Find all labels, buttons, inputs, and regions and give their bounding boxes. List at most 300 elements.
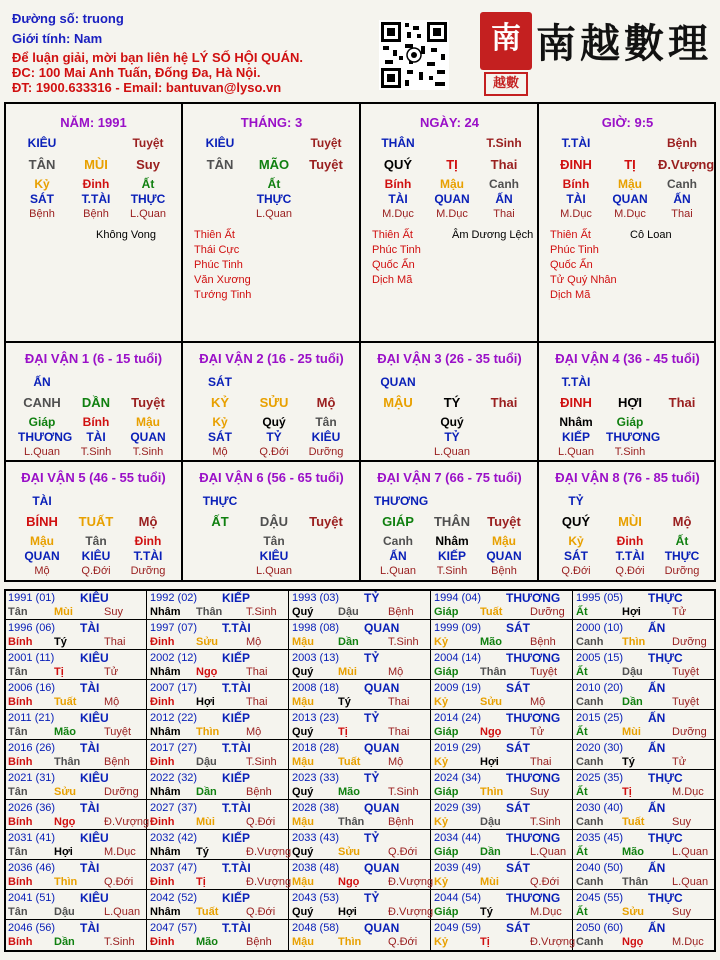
year-god: KIẾP [222,651,251,665]
pillar-hidden-stem: Mậu [618,177,642,191]
year-label: 2003 (13) [292,652,340,664]
year-stem: Giáp [434,846,459,858]
year-stem: Quý [292,606,314,618]
dai-van-hidden-stem: Nhâm [435,534,469,548]
year-stage: L.Quan [104,906,141,918]
year-label: 2047 (57) [150,922,198,934]
year-stage: L.Quan [672,846,709,858]
year-stem: Bính [8,936,33,948]
pillar-stem-branch: MÃO [258,157,290,172]
year-label: 2016 (26) [8,742,56,754]
dai-van-stem-branch: Thai [490,395,518,410]
table-row-divider [4,799,716,800]
dai-van-stem-branch: MẬU [383,395,413,410]
dai-van-god: THỰC [202,494,238,508]
pillar-star: Tướng Tinh [194,289,252,301]
year-branch: Hợi [480,756,499,768]
year-branch: Dậu [480,816,501,828]
dai-van-hidden-stem: Nhâm [559,415,593,429]
dai-van-hidden-god: QUAN [24,549,60,563]
dai-van-stage: T.Sinh [614,446,646,458]
table-col-divider [572,589,573,952]
dai-van-hidden-stem: Quý [262,415,286,429]
year-label: 1998 (08) [292,622,340,634]
table-row-divider [4,919,716,920]
year-branch: Thân [480,666,507,678]
year-stage: T.Sinh [104,936,135,948]
year-stage: Q.Đới [388,846,418,858]
year-god: KIẾP [222,771,251,785]
year-stem: Canh [576,696,604,708]
year-god: TÀI [80,681,100,695]
year-branch: Mão [622,846,644,858]
dai-van-god: TÀI [32,494,52,508]
year-branch: Hợi [196,696,215,708]
year-stem: Mậu [292,696,314,708]
pillar-hidden-god: THỰC [130,192,166,206]
year-label: 2036 (46) [8,862,56,874]
year-stage: Tử [672,756,687,768]
year-god: SÁT [506,621,530,635]
year-label: 2013 (23) [292,712,340,724]
dai-van-hidden-god: THƯƠNG [606,430,661,444]
year-stage: Bệnh [388,816,414,828]
year-branch: Tý [622,756,635,768]
year-stem: Ất [576,906,588,918]
year-branch: Hợi [622,606,641,618]
table-row-divider [4,829,716,830]
year-branch: Ngọ [622,936,644,948]
year-god: T.TÀI [222,621,251,635]
pillar-stem-branch: Đ.Vượng [658,157,715,172]
year-god: TỶ [364,771,380,785]
year-god: THỰC [648,891,683,905]
year-branch: Ngọ [338,876,360,888]
year-label: 2038 (48) [292,862,340,874]
year-stage: Thai [246,696,268,708]
year-branch: Mùi [196,816,215,828]
year-label: 2025 (35) [576,772,624,784]
year-god: TỶ [364,891,380,905]
year-stage: Dưỡng [672,726,707,738]
dai-van-hidden-stem: Đinh [134,534,162,548]
year-branch: Tuất [622,816,645,828]
year-branch: Mão [54,726,76,738]
year-stage: Suy [672,816,691,828]
year-label: 2007 (17) [150,682,198,694]
dai-van-stem-branch: DẬU [259,514,289,529]
year-stage: Mộ [530,696,546,708]
table-row-divider [4,679,716,680]
pillar-stage: Thai [671,208,693,220]
dai-van-hidden-god: KIÊU [259,549,289,563]
dai-van-god: T.TÀI [561,375,591,389]
dai-van-title: ĐẠI VẬN 3 (26 - 35 tuổi) [377,351,522,366]
year-stem: Giáp [434,906,459,918]
pillar-stem-branch: TỊ [624,157,636,172]
dai-van-hidden-stem: Kỷ [568,534,584,548]
year-stem: Kỷ [434,756,449,768]
year-stem: Mậu [292,756,314,768]
consult-note: Để luận giải, mời bạn liên hệ LÝ SỐ HỘI QUÁN. [12,50,303,65]
pillar-hidden-god: TÀI [566,192,586,206]
dai-van-stem-branch: Mộ [316,395,336,410]
dai-van-stem-branch: TÝ [443,395,461,410]
year-stem: Bính [8,696,33,708]
dai-van-stem-branch: GIÁP [382,514,414,529]
year-god: KIẾP [222,831,251,845]
year-label: 2020 (30) [576,742,624,754]
dai-van-stem-branch: ẤT [211,514,229,529]
dai-van-stem-branch: Thai [668,395,696,410]
year-branch: Dậu [196,756,217,768]
year-stage: L.Quan [672,876,709,888]
year-branch: Hợi [338,906,357,918]
year-branch: Mão [196,936,218,948]
year-branch: Sửu [196,636,219,648]
dai-van-stem-branch: Tuyệt [309,514,343,529]
year-branch: Tý [54,636,67,648]
year-branch: Ngọ [480,726,502,738]
year-branch: Tuất [480,606,503,618]
year-label: 2018 (28) [292,742,340,754]
pillar-star: Quốc Ấn [550,259,593,271]
pillar-stem-branch: QUÝ [383,157,413,172]
year-stem: Mậu [292,816,314,828]
year-stem: Tân [8,726,28,738]
dai-van-title: ĐẠI VẬN 7 (66 - 75 tuổi) [377,470,522,485]
year-stage: Q.Đới [246,816,276,828]
year-label: 2021 (31) [8,772,56,784]
year-stem: Ất [576,786,588,798]
table-row-divider [4,739,716,740]
qr-code-icon [379,20,449,90]
year-stage: Mộ [388,756,404,768]
year-stem: Giáp [434,666,459,678]
year-god: THƯƠNG [506,771,561,785]
dai-van-hidden-stem: Tân [85,534,107,548]
pillar-god: Bệnh [667,136,697,150]
year-branch: Sửu [622,906,645,918]
year-god: ẤN [648,621,666,635]
year-stem: Bính [8,876,33,888]
pillar-star: Thiên Ất [550,229,591,241]
year-branch: Dậu [622,666,643,678]
year-stem: Canh [576,816,604,828]
year-branch: Tý [196,846,209,858]
dai-van-hidden-god: KIẾP [561,430,590,444]
year-branch: Thân [54,756,81,768]
table-row-divider [4,769,716,770]
year-label: 2022 (32) [150,772,198,784]
dai-van-stage: Dưỡng [308,446,344,458]
year-branch: Tị [622,786,632,798]
pillar-stem-branch: TÂN [28,157,56,172]
year-stage: T.Sinh [246,756,277,768]
dai-van-hidden-stem: Ất [675,534,689,548]
pillar-god: T.Sinh [486,136,522,150]
dai-van-title: ĐẠI VẬN 8 (76 - 85 tuổi) [555,470,700,485]
year-label: 2001 (11) [8,652,55,664]
year-label: 2037 (47) [150,862,198,874]
year-label: 1992 (02) [150,592,198,604]
pillar-hidden-god: THỰC [256,192,292,206]
year-stage: Bệnh [388,606,414,618]
dai-van-hidden-stem: Quý [440,415,464,429]
year-stem: Nhâm [150,606,181,618]
table-col-divider [146,589,147,952]
year-god: KIÊU [80,831,109,845]
year-stem: Đinh [150,756,175,768]
table-row-divider [4,649,716,650]
year-god: TÀI [80,621,100,635]
year-god: SÁT [506,801,530,815]
dai-van-stem-branch: CANH [23,395,61,410]
pillar-stem-branch: Thai [490,157,518,172]
year-stem: Bính [8,636,33,648]
year-stage: Q.Đới [246,906,276,918]
pillar-hidden-god: T.TÀI [81,192,111,206]
dai-van-god: QUAN [380,375,416,389]
year-branch: Sửu [338,846,361,858]
dai-van-stage: Dưỡng [130,565,166,577]
year-label: 2012 (22) [150,712,198,724]
year-label: 2006 (16) [8,682,56,694]
year-stem: Đinh [150,876,175,888]
dai-van-stage: Q.Đới [561,565,591,577]
year-branch: Dần [196,786,217,798]
pillar-title: THÁNG: 3 [240,115,303,130]
year-label: 2034 (44) [434,832,482,844]
dai-van-hidden-god: KIÊU [81,549,111,563]
contact: ĐT: 1900.633316 - Email: bantuvan@lyso.vn [12,80,282,95]
dai-van-stage: T.Sinh [80,446,112,458]
dai-van-hidden-stem: Tân [263,534,285,548]
year-branch: Tuất [196,906,219,918]
pillar-hidden-stem: Bính [384,177,412,191]
year-branch: Ngọ [54,816,76,828]
dai-van-hidden-god: SÁT [208,430,232,444]
year-branch: Mão [338,786,360,798]
year-stage: T.Sinh [388,636,419,648]
year-stem: Nhâm [150,666,181,678]
year-stage: T.Sinh [530,816,561,828]
year-stem: Giáp [434,786,459,798]
pillar-star: Phúc Tinh [550,244,599,256]
year-label: 2033 (43) [292,832,340,844]
pillar-star: Thái Cực [194,244,240,256]
year-stem: Kỷ [434,936,449,948]
year-branch: Tý [338,696,351,708]
year-label: 2039 (49) [434,862,482,874]
dai-van-stem-branch: QUÝ [561,514,591,529]
year-label: 1995 (05) [576,592,624,604]
year-label: 2028 (38) [292,802,340,814]
dai-van-hidden-god: KIÊU [311,430,341,444]
table-row-divider [4,889,716,890]
pillar-stage: Thai [493,208,515,220]
year-stage: T.Sinh [246,606,277,618]
pillar-stem-branch: ĐINH [560,157,592,172]
year-stem: Nhâm [150,726,181,738]
year-god: ẤN [648,861,666,875]
year-stem: Nhâm [150,906,181,918]
dai-van-hidden-stem: Đinh [616,534,644,548]
year-label: 2005 (15) [576,652,624,664]
year-branch: Mão [480,636,502,648]
year-label: 2045 (55) [576,892,624,904]
year-god: T.TÀI [222,681,251,695]
year-god: KIÊU [80,891,109,905]
year-stem: Ất [576,606,588,618]
brand-seal-sub: 越數 [484,72,528,96]
year-branch: Tý [480,906,493,918]
dai-van-title: ĐẠI VẬN 1 (6 - 15 tuổi) [24,351,163,366]
pillar-god: Tuyệt [132,136,164,150]
chart-name: Đường số: truong [12,11,124,26]
year-branch: Thìn [196,726,220,738]
year-stem: Đinh [150,636,175,648]
pillar-star: Phúc Tinh [372,244,421,256]
year-god: QUAN [364,681,400,695]
pillar-stem-branch: Suy [136,157,160,172]
year-stem: Kỷ [434,636,449,648]
pillar-hidden-god: QUAN [434,192,470,206]
year-stem: Canh [576,756,604,768]
table-row-divider [4,709,716,710]
year-stem: Quý [292,906,314,918]
year-label: 2048 (58) [292,922,340,934]
year-label: 2035 (45) [576,832,624,844]
year-stage: Thai [530,756,552,768]
pillar-stage: Bệnh [29,208,55,220]
dai-van-stem-branch: Mộ [138,514,158,529]
year-stem: Tân [8,666,28,678]
pillar-hidden-stem: Bính [562,177,590,191]
year-god: THƯƠNG [506,831,561,845]
year-stage: M.Dục [672,786,704,798]
year-stem: Giáp [434,606,459,618]
year-stage: Đ.Vượng [246,846,292,858]
dai-van-hidden-god: KIẾP [437,549,466,563]
year-label: 1997 (07) [150,622,198,634]
year-branch: Dần [480,846,501,858]
year-stage: Đ.Vượng [388,876,434,888]
pillar-stage: Bệnh [83,208,109,220]
year-god: TÀI [80,861,100,875]
pillar-stage: M.Dục [560,208,592,220]
year-god: TỶ [364,711,380,725]
year-stage: T.Sinh [388,786,419,798]
pillar-hidden-god: ẤN [673,192,691,206]
year-label: 2009 (19) [434,682,482,694]
year-god: THƯƠNG [506,891,561,905]
year-label: 2040 (50) [576,862,624,874]
year-god: T.TÀI [222,861,251,875]
year-stage: M.Dục [104,846,136,858]
year-branch: Thân [196,606,223,618]
year-god: KIÊU [80,711,109,725]
dai-van-hidden-god: TÀI [86,430,106,444]
dai-van-stage: L.Quan [433,446,471,458]
year-label: 1991 (01) [8,592,56,604]
dai-van-god: ẤN [33,375,51,389]
year-branch: Mùi [54,606,73,618]
pillar-hidden-stem: Đinh [82,177,110,191]
year-branch: Mùi [338,666,357,678]
dai-van-hidden-stem: Mậu [492,534,516,548]
dai-van-hidden-stem: Canh [383,534,413,548]
pillar-star: Thiên Ất [372,229,413,241]
year-god: QUAN [364,801,400,815]
table-col-divider [430,589,431,952]
year-stage: Mộ [246,636,262,648]
year-stage: Q.Đới [530,876,560,888]
year-god: THỰC [648,831,683,845]
year-god: KIÊU [80,651,109,665]
year-label: 2050 (60) [576,922,624,934]
table-row-divider [4,859,716,860]
dai-van-stem-branch: HỢI [617,395,643,410]
year-label: 1993 (03) [292,592,340,604]
pillar-stem-branch: MÙI [84,157,108,172]
pillar-title: NĂM: 1991 [60,115,127,130]
year-stage: Mộ [246,726,262,738]
year-branch: Dần [54,936,75,948]
year-label: 2014 (24) [434,712,482,724]
year-stage: Tuyệt [104,726,132,738]
dai-van-title: ĐẠI VẬN 2 (16 - 25 tuổi) [199,351,344,366]
year-label: 2008 (18) [292,682,340,694]
year-stage: Q.Đới [104,876,134,888]
dai-van-hidden-god: ẤN [389,549,407,563]
year-label: 2019 (29) [434,742,482,754]
pillar-god: THÂN [381,136,415,150]
year-god: SÁT [506,741,530,755]
year-label: 2023 (33) [292,772,340,784]
year-stage: Dưỡng [104,786,139,798]
dai-van-hidden-god: THƯƠNG [18,430,73,444]
year-stage: Dưỡng [672,636,707,648]
year-god: THƯƠNG [506,711,561,725]
year-stem: Quý [292,846,314,858]
pillar-hidden-stem: Kỷ [34,177,50,191]
pillar-star: Không Vong [96,229,156,241]
year-god: TÀI [80,921,100,935]
year-god: T.TÀI [222,801,251,815]
year-stage: Thai [104,636,126,648]
year-stage: Bệnh [530,636,556,648]
year-stem: Tân [8,906,28,918]
year-stem: Bính [8,816,33,828]
year-god: KIÊU [80,591,109,605]
year-label: 2032 (42) [150,832,198,844]
year-stem: Bính [8,756,33,768]
dai-van-stem-branch: THÂN [433,514,471,529]
year-god: QUAN [364,861,400,875]
year-label: 1994 (04) [434,592,482,604]
year-stem: Đinh [150,696,175,708]
dai-van-hidden-stem: Giáp [616,415,644,429]
pillar-star: Thiên Ất [194,229,235,241]
year-stem: Tân [8,846,28,858]
year-stem: Ất [576,846,588,858]
year-branch: Dậu [338,606,359,618]
year-god: ẤN [648,711,666,725]
year-branch: Tị [338,726,348,738]
dai-van-hidden-stem: Bính [82,415,110,429]
year-label: 2031 (41) [8,832,56,844]
